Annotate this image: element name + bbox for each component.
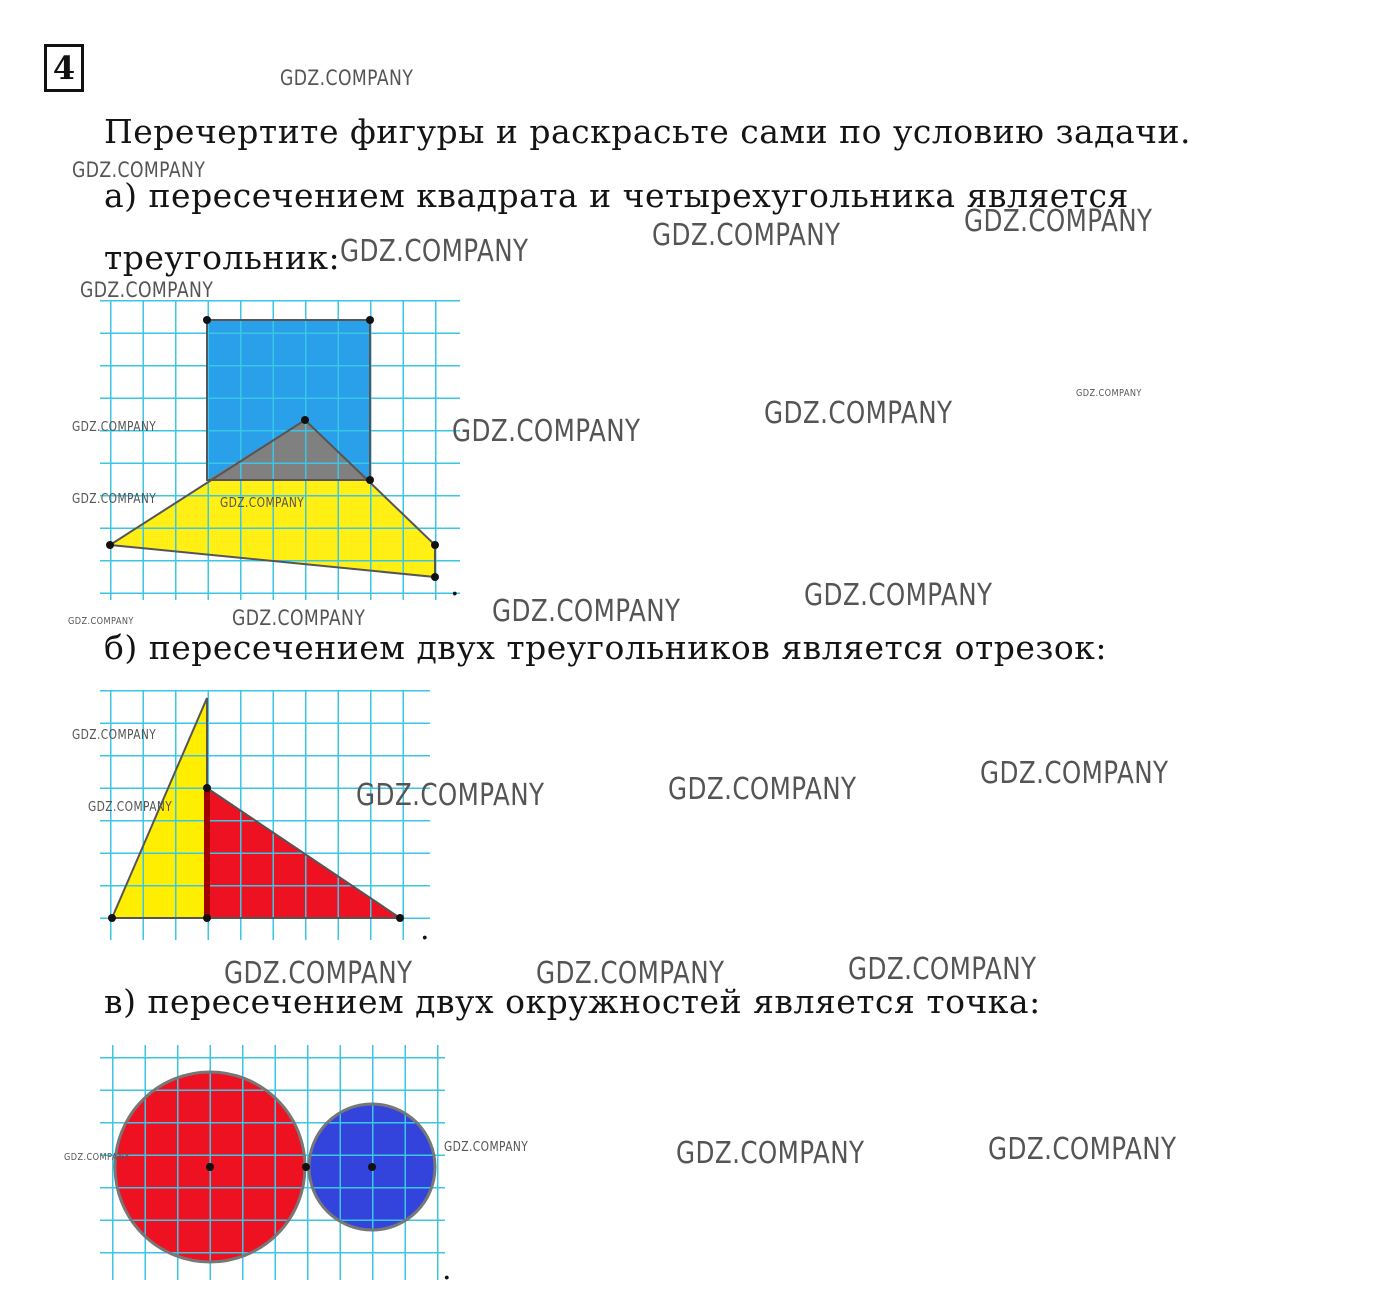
part-b-text: б) пересечением двух треугольников является отрезок: — [104, 628, 1107, 667]
watermark: GDZ.COMPANY — [220, 496, 305, 511]
figure-a — [100, 300, 460, 600]
part-c-text: в) пересечением двух окружностей является точка: — [104, 982, 1041, 1021]
watermark: GDZ.COMPANY — [668, 772, 857, 807]
watermark: GDZ.COMPANY — [72, 158, 206, 182]
watermark: GDZ.COMPANY — [848, 952, 1037, 987]
watermark: GDZ.COMPANY — [88, 800, 173, 815]
figure-c-period: . — [442, 1252, 452, 1287]
watermark: GDZ.COMPANY — [280, 66, 414, 90]
task-number: 4 — [44, 44, 84, 92]
watermark: GDZ.COMPANY — [536, 956, 725, 991]
watermark: GDZ.COMPANY — [72, 492, 157, 507]
watermark: GDZ.COMPANY — [340, 234, 529, 269]
figure-a-period: . — [450, 568, 460, 603]
watermark: GDZ.COMPANY — [64, 1152, 130, 1163]
watermark: GDZ.COMPANY — [72, 728, 157, 743]
watermark: GDZ.COMPANY — [68, 616, 134, 627]
part-a-text-line1: а) пересечением квадрата и четырехугольника является — [104, 176, 1129, 215]
watermark: GDZ.COMPANY — [676, 1136, 865, 1171]
watermark: GDZ.COMPANY — [80, 278, 214, 302]
watermark: GDZ.COMPANY — [764, 396, 953, 431]
watermark: GDZ.COMPANY — [804, 578, 993, 613]
watermark: GDZ.COMPANY — [988, 1132, 1177, 1167]
watermark: GDZ.COMPANY — [224, 956, 413, 991]
part-a-text-line2: треугольник: — [104, 238, 341, 277]
watermark: GDZ.COMPANY — [1076, 388, 1142, 399]
watermark: GDZ.COMPANY — [452, 414, 641, 449]
figure-c — [100, 1045, 445, 1280]
watermark: GDZ.COMPANY — [492, 594, 681, 629]
task-instruction: Перечертите фигуры и раскрасьте сами по условию задачи. — [104, 112, 1191, 151]
watermark: GDZ.COMPANY — [72, 420, 157, 435]
watermark: GDZ.COMPANY — [980, 756, 1169, 791]
figure-b-period: . — [420, 912, 430, 947]
watermark: GDZ.COMPANY — [652, 218, 841, 253]
tangent-point — [302, 1163, 310, 1171]
watermark: GDZ.COMPANY — [444, 1140, 529, 1155]
watermark: GDZ.COMPANY — [356, 778, 545, 813]
watermark: GDZ.COMPANY — [232, 606, 366, 630]
watermark: GDZ.COMPANY — [964, 204, 1153, 239]
